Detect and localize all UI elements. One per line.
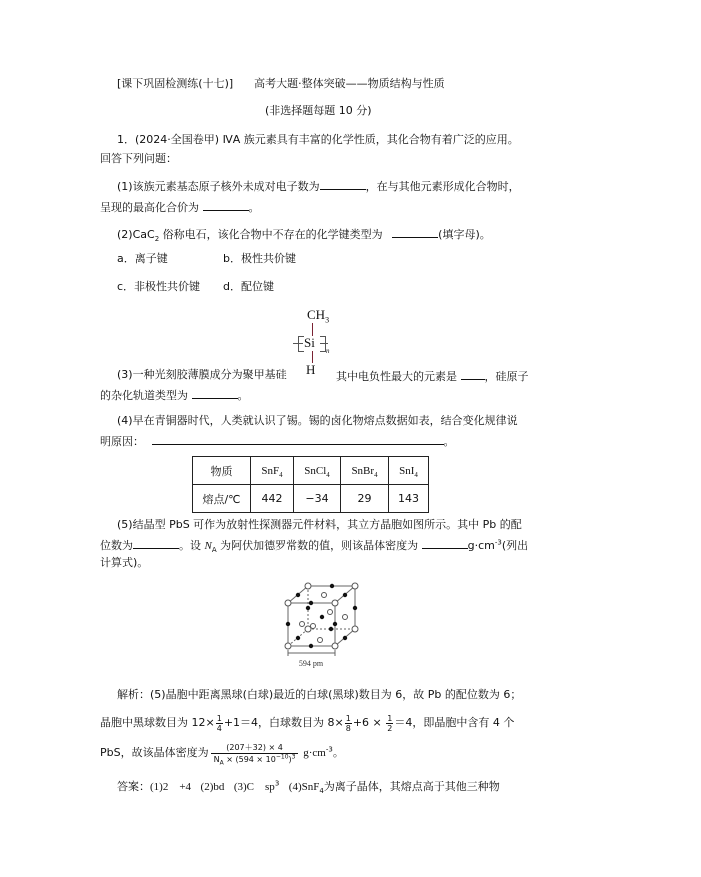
analysis-line1: 解析：(5)晶胞中距离黑球(白球)最近的白球(黑球)数目为 6，故 Pb 的配位数为 6； [117, 688, 522, 701]
option-a: a．离子键 [117, 252, 168, 265]
title-right: 高考大题·整体突破——物质结构与性质 [254, 77, 445, 90]
q1-answer-blank-1[interactable] [320, 178, 366, 190]
table-header-row [193, 457, 429, 485]
table-header-cell: SnF$_4$ [251, 457, 294, 485]
q5-text-e: (列出 [501, 539, 529, 552]
structure-n: n [326, 347, 330, 355]
q4-answer-blank[interactable] [152, 433, 444, 445]
q1-line1 [117, 178, 520, 194]
q3-text-c: ，硅原子 [484, 370, 529, 383]
answer-label: 答案： [117, 780, 150, 793]
q1-text-a: (1)该族元素基态原子核外未成对电子数为 [117, 180, 320, 193]
structure-si: Si [304, 335, 315, 350]
q2-sub: 2 [154, 235, 160, 244]
q3-line1-b [336, 368, 529, 384]
q4-line2 [100, 433, 455, 449]
q5-text-d: g·cm [467, 539, 495, 552]
q4-text-b: 。 [443, 435, 455, 448]
q2-line [117, 226, 491, 242]
table-cell: −34 [294, 485, 341, 513]
q2-answer-blank[interactable] [392, 226, 438, 238]
q5-na: N [204, 540, 212, 552]
density-fraction: $\frac{(207+32) \times 4}{N_A \times (594 \times 10^{-10})^3}$ [211, 742, 299, 765]
worksheet-subtitle: (非选择题每题 10 分) [265, 104, 372, 117]
structure-h: H [306, 362, 316, 377]
table-header-cell: SnI$_4$ [389, 457, 429, 485]
structure-ch3: $CH_3$ [307, 307, 330, 325]
q5-text-b: 。设 [179, 539, 205, 552]
table-header-cell: 物质 [193, 457, 251, 485]
q5-line2: 位数为 。设 $N_A$ 为阿伏加德罗常数的值，则该晶体密度为 $g\cdot cm^{-3}$(列出 [100, 538, 529, 555]
analysis-line3: PbS，故该晶体密度为 $\frac{(207+32) \times 4}{N_A \times (594 \times 10^{-10})^3}$ $g\cdot cm^{-3}$。 [100, 742, 344, 767]
q4-line1: (4)早在青铜器时代，人类就认识了锡。锡的卤化物熔点数据如表，结合变化规律说 [117, 414, 518, 427]
q2-text-b: 俗称电石，该化合物中不存在的化学键类型为 [159, 228, 383, 241]
q2-text-c: (填字母)。 [438, 228, 491, 241]
table-cell: 143 [389, 485, 429, 513]
table-header-cell: SnBr$_4$ [341, 457, 389, 485]
table-cell: 29 [341, 485, 389, 513]
table-cell: 442 [251, 485, 294, 513]
fraction-1-8: $\frac{1}{8}$ [345, 713, 351, 733]
analysis-line2: 晶胞中黑球数目为 12× $\frac{1}{4}$ +1＝4，白球数目为 8× $\frac{1}{8}$ +6 × $\frac{1}{2}$ ＝4，即晶胞中含有 4 个 [100, 713, 515, 733]
title-left: [课下巩固检测练(十七)] [117, 77, 234, 90]
question-intro-line2: 回答下列问题： [100, 152, 177, 165]
q5-answer-blank-2[interactable] [422, 537, 468, 549]
option-c: c．非极性共价键 [117, 280, 201, 293]
tin-halide-melting-point-table [192, 456, 429, 513]
q1-line2 [100, 199, 260, 215]
q1-answer-blank-2[interactable] [203, 199, 249, 211]
worksheet-title [117, 77, 445, 91]
q3-answer-blank-2[interactable] [192, 387, 238, 399]
option-d: d．配位键 [223, 280, 274, 293]
fraction-1-4: $\frac{1}{4}$ [216, 713, 222, 733]
q3-text-e: 。 [237, 389, 249, 402]
q5-text-c: 为阿伏加德罗常数的值，则该晶体密度为 [216, 539, 419, 552]
answer-line: 答案：(1)2 +4 (2)bd (3)C $sp^3$ (4)SnF$_4$为离子晶体，其熔点高于其他三种物 [117, 779, 500, 796]
q3-answer-blank-1[interactable] [461, 368, 485, 380]
q5-text-a: 位数为 [100, 539, 133, 552]
q1-text-c: 呈现的最高化合价为 [100, 201, 199, 214]
q5-line1: (5)结晶型 PbS 可作为放射性探测器元件材料，其立方晶胞如图所示。其中 Pb 的配 [117, 518, 522, 531]
fraction-1-2: $\frac{1}{2}$ [387, 713, 393, 733]
q3-line2 [100, 387, 249, 403]
q5-line3: 计算式)。 [100, 556, 149, 569]
table-cell: 熔点/℃ [193, 485, 251, 513]
q3-line1-a: (3)一种光刻胶薄膜成分为聚甲基硅 [117, 368, 287, 381]
structure-bond-left [293, 343, 303, 344]
option-b: b．极性共价键 [223, 252, 296, 265]
cell-dimension-label: 594 pm [298, 659, 324, 668]
table-row [193, 485, 429, 513]
q5-answer-blank-1[interactable] [133, 537, 179, 549]
q1-text-d: 。 [248, 201, 260, 214]
q2-text-a: (2)CaC [117, 228, 155, 241]
pbs-unit-cell-diagram [280, 580, 370, 672]
q1-text-b: ，在与其他元素形成化合物时， [365, 180, 520, 193]
q3-text-b: 其中电负性最大的元素是 [336, 370, 457, 383]
table-header-cell: SnCl$_4$ [294, 457, 341, 485]
q4-text-a: 明原因： [100, 435, 144, 448]
q3-text-d: 的杂化轨道类型为 [100, 389, 188, 402]
question-intro-line1: 1．(2024·全国卷甲) ⅣA 族元素具有丰富的化学性质，其化合物有着广泛的应用。 [117, 133, 519, 146]
